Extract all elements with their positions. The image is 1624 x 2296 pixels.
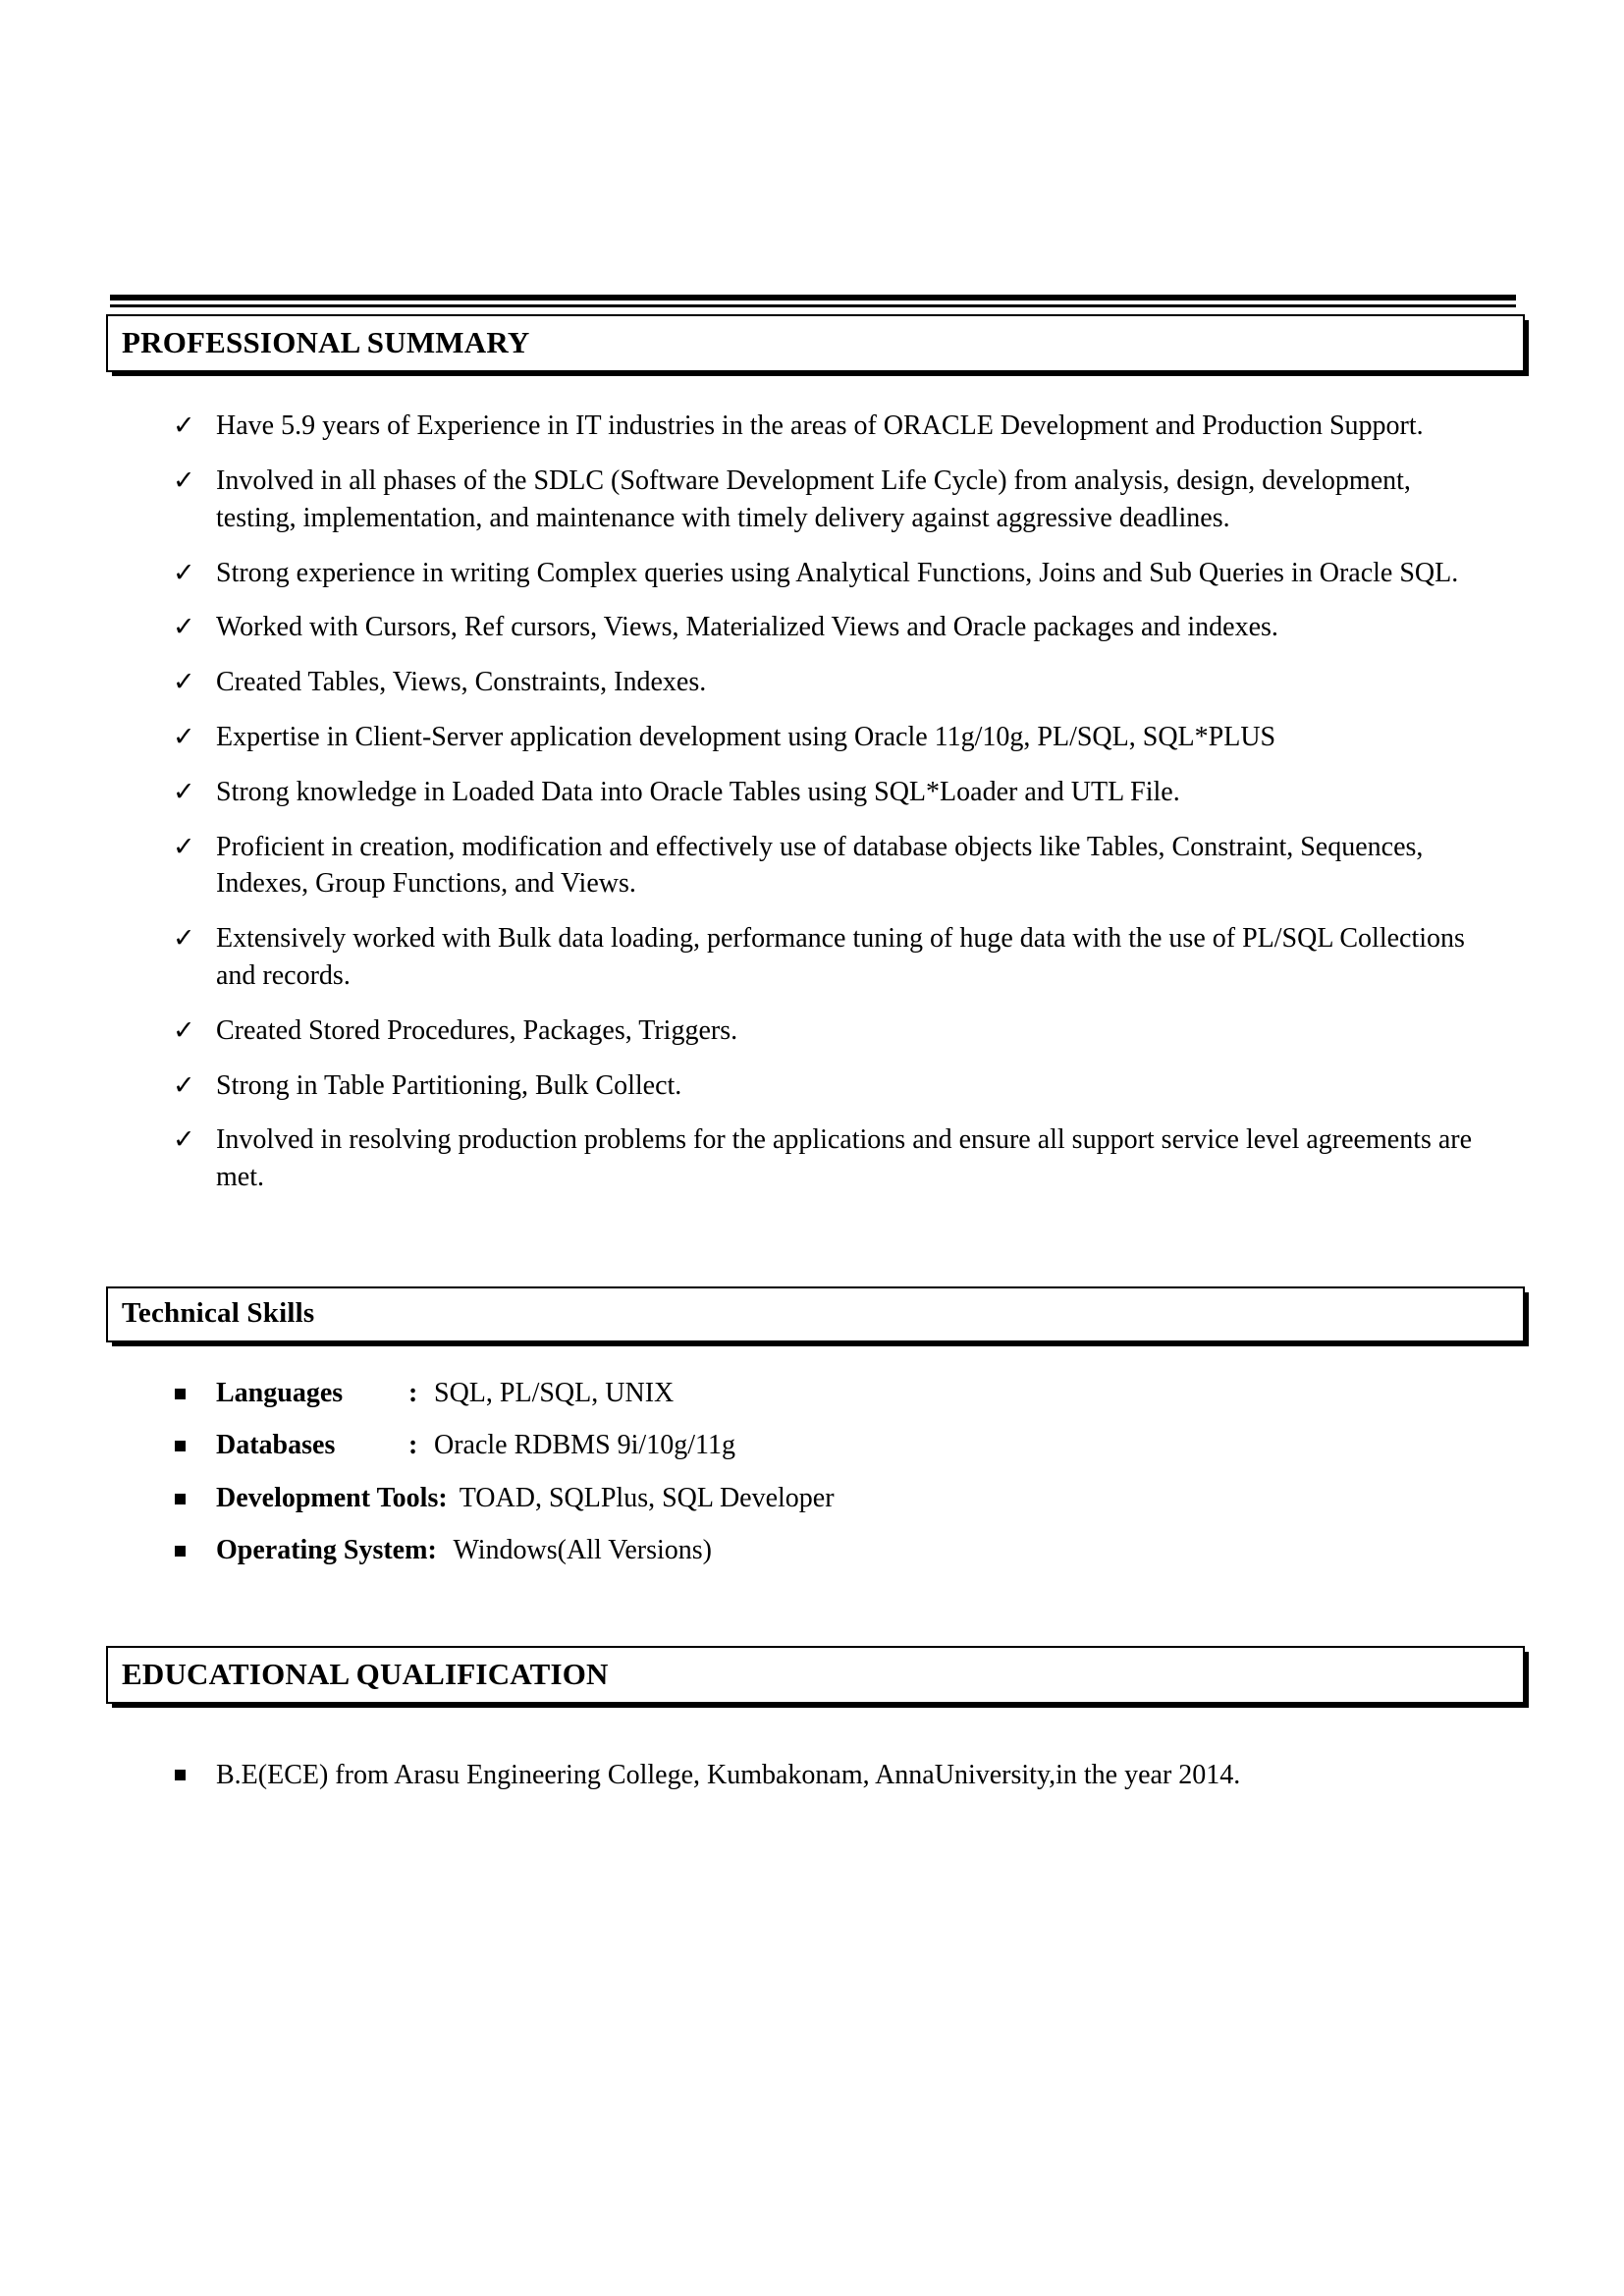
educational-qualification-heading: EDUCATIONAL QUALIFICATION (122, 1657, 609, 1692)
skill-colon: : (408, 1430, 418, 1461)
skill-value: Oracle RDBMS 9i/10g/11g (434, 1430, 735, 1461)
list-item (106, 609, 1492, 646)
skill-colon: : (427, 1534, 437, 1565)
section-header-educational-qualification (106, 1646, 1525, 1704)
list-item (106, 1757, 1530, 1794)
list-item (106, 774, 1492, 811)
list-item-text: B.E(ECE) from Arasu Engineering College, Kumbakonam, AnnaUniversity,in the year 2014. (216, 1760, 1241, 1791)
thick-thin-divider (110, 295, 1516, 307)
list-item-text: Worked with Cursors, Ref cursors, Views, Materialized Views and Oracle packages and indexes. (216, 612, 1278, 643)
check-icon: ✓ (173, 465, 195, 495)
educational-qualification-list (106, 1757, 1530, 1794)
list-item-text: Strong experience in writing Complex queries using Analytical Functions, Joins and Sub Queries in Oracle SQL. (216, 557, 1459, 588)
list-item-text: Have 5.9 years of Experience in IT industries in the areas of ORACLE Development and Production Support. (216, 410, 1424, 442)
list-item (106, 920, 1492, 995)
list-item-text: Strong knowledge in Loaded Data into Oracle Tables using SQL*Loader and UTL File. (216, 776, 1180, 807)
technical-skills-heading: Technical Skills (122, 1296, 315, 1329)
list-item-text: Expertise in Client-Server application development using Oracle 11g/10g, PL/SQL, SQL*PLUS (216, 721, 1276, 752)
skill-label: Databases (216, 1430, 336, 1461)
skill-row (106, 1481, 1530, 1516)
skill-label: Languages (216, 1377, 344, 1408)
check-icon: ✓ (173, 1069, 195, 1100)
list-item (106, 1067, 1492, 1105)
list-item-text: Extensively worked with Bulk data loading, performance tuning of huge data with the use of PL/SQL Collections and records. (216, 923, 1465, 991)
list-item (106, 719, 1492, 756)
technical-skills-list (106, 1376, 1530, 1569)
section-header-professional-summary (106, 314, 1525, 372)
professional-summary-heading: PROFESSIONAL SUMMARY (122, 325, 530, 359)
list-item-text: Created Tables, Views, Constraints, Indexes. (216, 667, 707, 698)
check-icon: ✓ (173, 557, 195, 587)
skill-row (106, 1533, 1530, 1568)
list-item-text: Involved in resolving production problems for the applications and ensure all support service level agreements are met. (216, 1124, 1473, 1193)
square-bullet-icon (175, 1494, 186, 1504)
check-icon: ✓ (173, 721, 195, 751)
skill-label: Operating System (216, 1534, 428, 1565)
check-icon: ✓ (173, 831, 195, 861)
check-icon: ✓ (173, 776, 195, 806)
check-icon: ✓ (173, 1014, 195, 1045)
list-item-text: Created Stored Procedures, Packages, Triggers. (216, 1014, 738, 1046)
list-item-text: Strong in Table Partitioning, Bulk Collect. (216, 1069, 682, 1101)
skill-row (106, 1428, 1530, 1463)
professional-summary-list (106, 408, 1530, 1196)
divider-thin-line (110, 304, 1516, 307)
section-spacer (106, 1585, 1530, 1646)
check-icon: ✓ (173, 667, 195, 697)
list-item (106, 1121, 1492, 1196)
list-item (106, 555, 1492, 592)
list-item (106, 664, 1492, 701)
section-header-technical-skills (106, 1286, 1525, 1342)
check-icon: ✓ (173, 923, 195, 954)
skill-value: SQL, PL/SQL, UNIX (434, 1377, 675, 1408)
list-item-text: Proficient in creation, modification and effectively use of database objects like Tables, Constraint, Sequences, Indexes, Group Functions, and Views. (216, 831, 1424, 900)
skill-value: TOAD, SQLPlus, SQL Developer (459, 1482, 835, 1513)
square-bullet-icon (175, 1546, 186, 1557)
skill-value: Windows(All Versions) (453, 1534, 713, 1565)
document-content (106, 295, 1530, 1794)
square-bullet-icon (175, 1441, 186, 1451)
list-item (106, 829, 1492, 903)
list-item (106, 1012, 1492, 1050)
check-icon: ✓ (173, 612, 195, 642)
check-icon: ✓ (173, 1124, 195, 1155)
list-item-text: Involved in all phases of the SDLC (Software Development Life Cycle) from analysis, design, development, testing, implementation, and maintenance with timely delivery against aggressive deadlines. (216, 465, 1411, 533)
square-bullet-icon (175, 1389, 186, 1399)
list-item (106, 463, 1492, 537)
check-icon: ✓ (173, 410, 195, 441)
skill-row (106, 1376, 1530, 1411)
square-bullet-icon (175, 1770, 186, 1780)
list-item (106, 408, 1492, 445)
section-spacer (106, 1214, 1530, 1286)
skill-colon: : (408, 1377, 418, 1408)
skill-label: Development Tools: (216, 1482, 448, 1513)
